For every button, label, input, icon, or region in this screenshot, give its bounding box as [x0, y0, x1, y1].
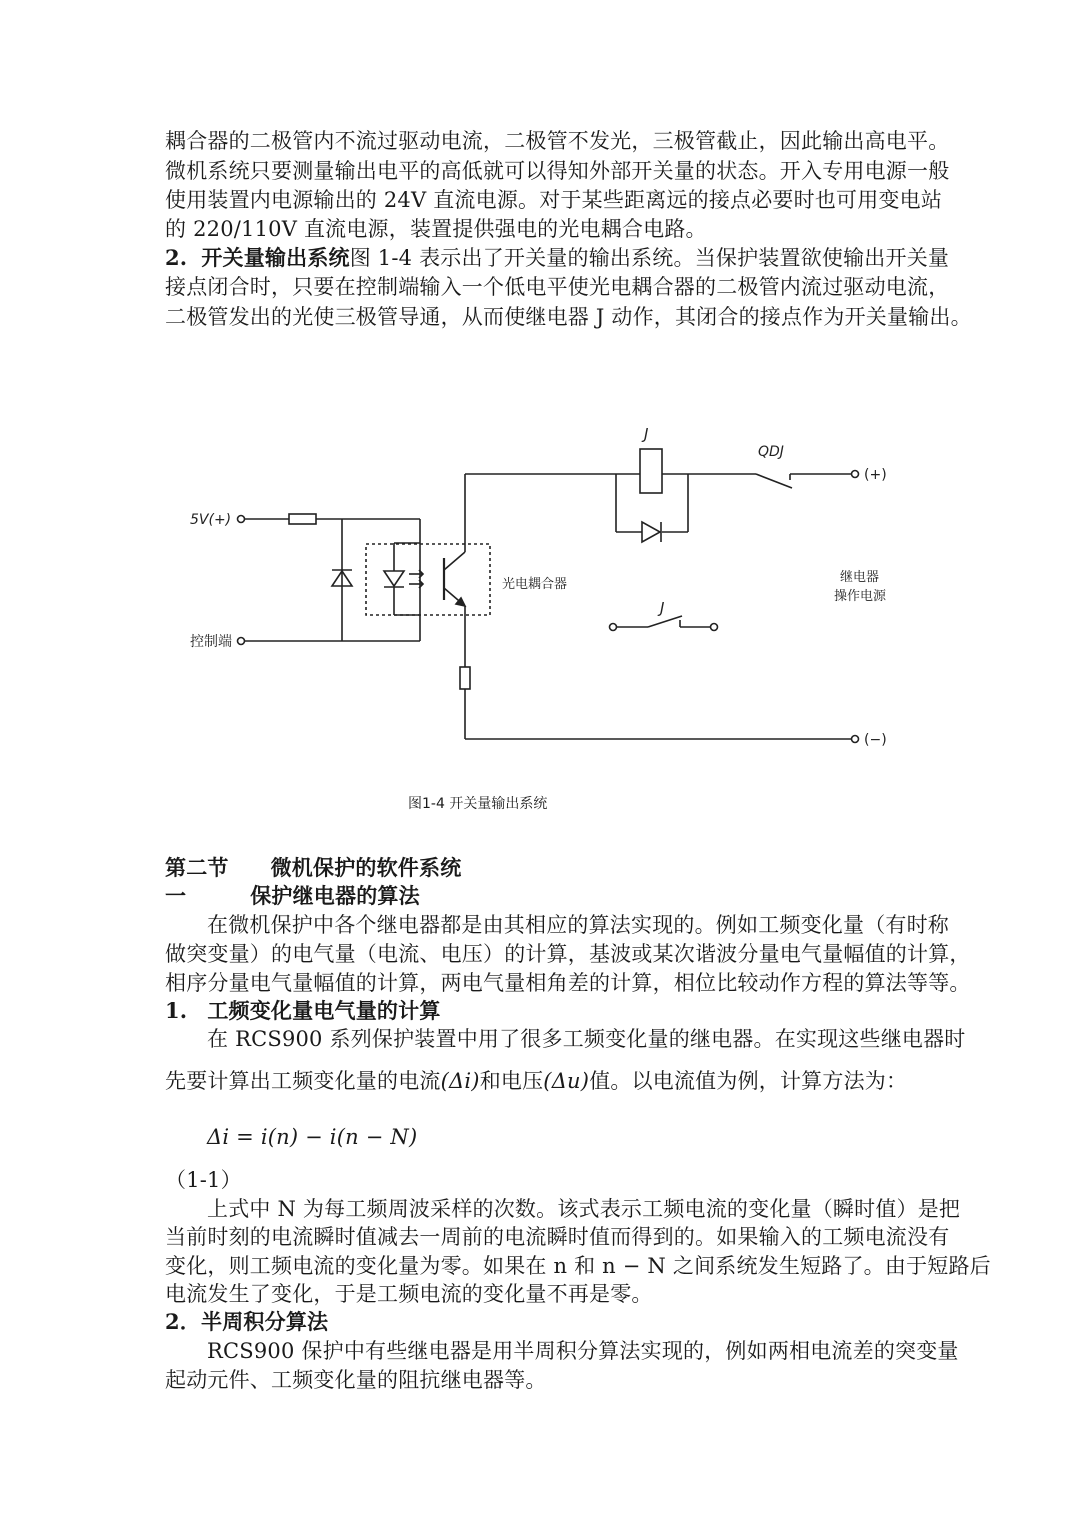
terminal-plus	[852, 471, 859, 478]
led-diode	[384, 571, 404, 586]
terminal-5v	[238, 516, 245, 523]
label-control: 控制端	[190, 634, 232, 650]
section-title: 微机保护的软件系统	[270, 855, 462, 880]
label-plus: (+)	[864, 467, 887, 483]
para1-line-4: 的 220/110V 直流电源，装置提供强电的光电耦合电路。	[165, 217, 707, 241]
item2-line-2: 起动元件、工频变化量的阻抗继电器等。	[165, 1368, 547, 1392]
formula: Δi = i(n) − i(n − N)	[207, 1125, 418, 1149]
output-contact	[648, 616, 682, 627]
freewheel-diode	[642, 522, 660, 542]
item2-heading	[165, 1309, 328, 1335]
qdj-contact	[756, 474, 792, 488]
relay-coil	[640, 449, 662, 493]
item1-title: 工频变化量电气量的计算	[207, 998, 441, 1023]
label-optocoupler: 光电耦合器	[502, 577, 568, 592]
para2-heading: 开关量输出系统	[201, 245, 350, 270]
item2-number: 2．	[165, 1309, 202, 1334]
item1-line-2	[165, 1068, 907, 1094]
item1-desc-line-4: 电流发生了变化，于是工频电流的变化量不再是零。	[165, 1282, 653, 1306]
label-minus: (−)	[864, 732, 887, 748]
para2-number: 2.	[165, 245, 188, 270]
item1-line-2-c: 值。以电流值为例，计算方法为：	[589, 1069, 908, 1093]
figure-caption: 图1-4 开关量输出系统	[408, 796, 548, 812]
para1-line-1: 耦合器的二极管内不流过驱动电流，二极管不发光，三极管截止，因此输出高电平。	[165, 129, 950, 153]
section-para-line-2: 做突变量）的电气量（电流、电压）的计算，基波或某次谐波分量电气量幅值的计算，	[165, 942, 971, 966]
label-qdj: QDJ	[758, 444, 784, 460]
label-relay-supply-1: 继电器	[840, 570, 880, 585]
section-para-line-1: 在微机保护中各个继电器都是由其相应的算法实现的。例如工频变化量（有时称	[207, 913, 949, 937]
delta-u-symbol: (Δu)	[543, 1069, 590, 1093]
item1-line-2-b: 和电压	[479, 1069, 544, 1093]
label-output-contact: J	[660, 599, 665, 617]
terminal-minus	[852, 736, 859, 743]
para1-line-3: 使用装置内电源输出的 24V 直流电源。对于某些距离远的接点必要时也可用变电站	[165, 188, 943, 212]
section-heading	[165, 855, 461, 881]
terminal-out-2	[711, 624, 718, 631]
terminal-control	[238, 638, 245, 645]
label-relay-coil: J	[644, 425, 649, 443]
item1-desc-line-1: 上式中 N 为每工频周波采样的次数。该式表示工频电流的变化量（瞬时值）是把	[207, 1197, 961, 1221]
subsection-number: 一	[165, 883, 187, 908]
section-para-line-3: 相序分量电气量幅值的计算，两电气量相角差的计算，相位比较动作方程的算法等等。	[165, 971, 971, 995]
item1-heading	[165, 998, 441, 1024]
para2-line-1-rest: 图 1-4 表示出了开关量的输出系统。当保护装置欲使输出开关量	[349, 246, 950, 270]
equation-number: （1-1）	[165, 1168, 242, 1192]
item1-desc-line-2: 当前时刻的电流瞬时值减去一周前的电流瞬时值而得到的。如果输入的工频电流没有	[165, 1225, 950, 1249]
item2-title: 半周积分算法	[201, 1309, 329, 1334]
item1-line-2-a: 先要计算出工频变化量的电流	[165, 1069, 441, 1093]
item1-desc-line-3: 变化，则工频电流的变化量为零。如果在 n 和 n − N 之间系统发生短路了。由于短路后	[165, 1254, 991, 1278]
section-number: 第二节	[165, 855, 229, 880]
subsection-heading	[165, 883, 420, 909]
para1-line-2: 微机系统只要测量输出电平的高低就可以得知外部开关量的状态。开入专用电源一般	[165, 159, 950, 183]
item1-number: 1.	[165, 998, 188, 1023]
item2-line-1: RCS900 保护中有些继电器是用半周积分算法实现的，例如两相电流差的突变量	[207, 1339, 959, 1363]
optocoupler-box	[366, 544, 490, 615]
label-relay-supply-2: 操作电源	[834, 589, 887, 604]
delta-i-symbol: (Δi)	[440, 1069, 480, 1093]
para2-line-1	[165, 245, 949, 271]
para2-line-2: 接点闭合时，只要在控制端输入一个低电平使光电耦合器的二极管内流过驱动电流，	[165, 275, 950, 299]
circuit-diagram	[0, 410, 1080, 830]
terminal-out-1	[610, 624, 617, 631]
item1-line-1: 在 RCS900 系列保护装置中用了很多工频变化量的继电器。在实现这些继电器时	[207, 1027, 966, 1051]
input-resistor	[289, 514, 316, 524]
subsection-title: 保护继电器的算法	[250, 883, 420, 908]
label-5v: 5V(+)	[190, 512, 232, 528]
emitter-resistor	[460, 667, 470, 689]
para2-line-3: 二极管发出的光使三极管导通，从而使继电器 J 动作，其闭合的接点作为开关量输出。	[165, 305, 972, 329]
